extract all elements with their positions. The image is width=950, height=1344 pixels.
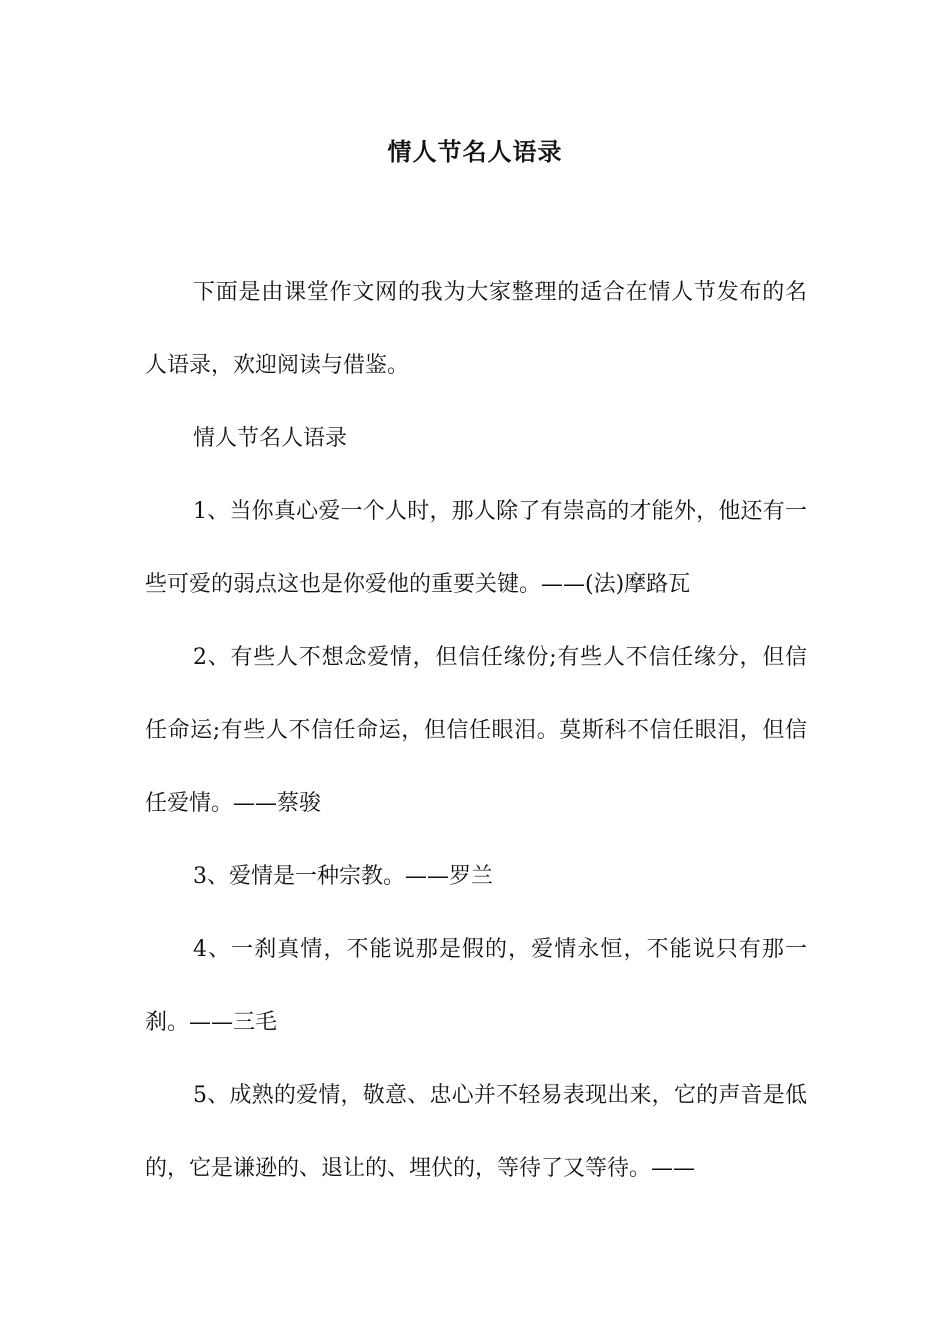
paragraph-quote-5: 5、成熟的爱情，敬意、忠心并不轻易表现出来，它的声音是低的，它是谦逊的、退让的、埋伏的，等待了又等待。—— (145, 1083, 807, 1181)
document-title: 情人节名人语录 (387, 137, 563, 166)
paragraph-quote-4: 4、一刹真情，不能说那是假的，爱情永恒，不能说只有那一刹。——三毛 (145, 937, 807, 1035)
paragraph-quote-3: 3、爱情是一种宗教。——罗兰 (193, 864, 493, 889)
document-body (145, 256, 807, 1205)
paragraph-subheading: 情人节名人语录 (193, 426, 348, 451)
paragraph-quote-2: 2、有些人不想念爱情，但信任缘份;有些人不信任缘分，但信任命运;有些人不信任命运，但信任眼泪。莫斯科不信任眼泪，但信任爱情。——蔡骏 (145, 645, 807, 816)
paragraph-intro: 下面是由课堂作文网的我为大家整理的适合在情人节发布的名人语录，欢迎阅读与借鉴。 (145, 280, 807, 378)
paragraph-quote-1: 1、当你真心爱一个人时，那人除了有崇高的才能外，他还有一些可爱的弱点这也是你爱他的重要关键。——(法)摩路瓦 (145, 499, 807, 597)
